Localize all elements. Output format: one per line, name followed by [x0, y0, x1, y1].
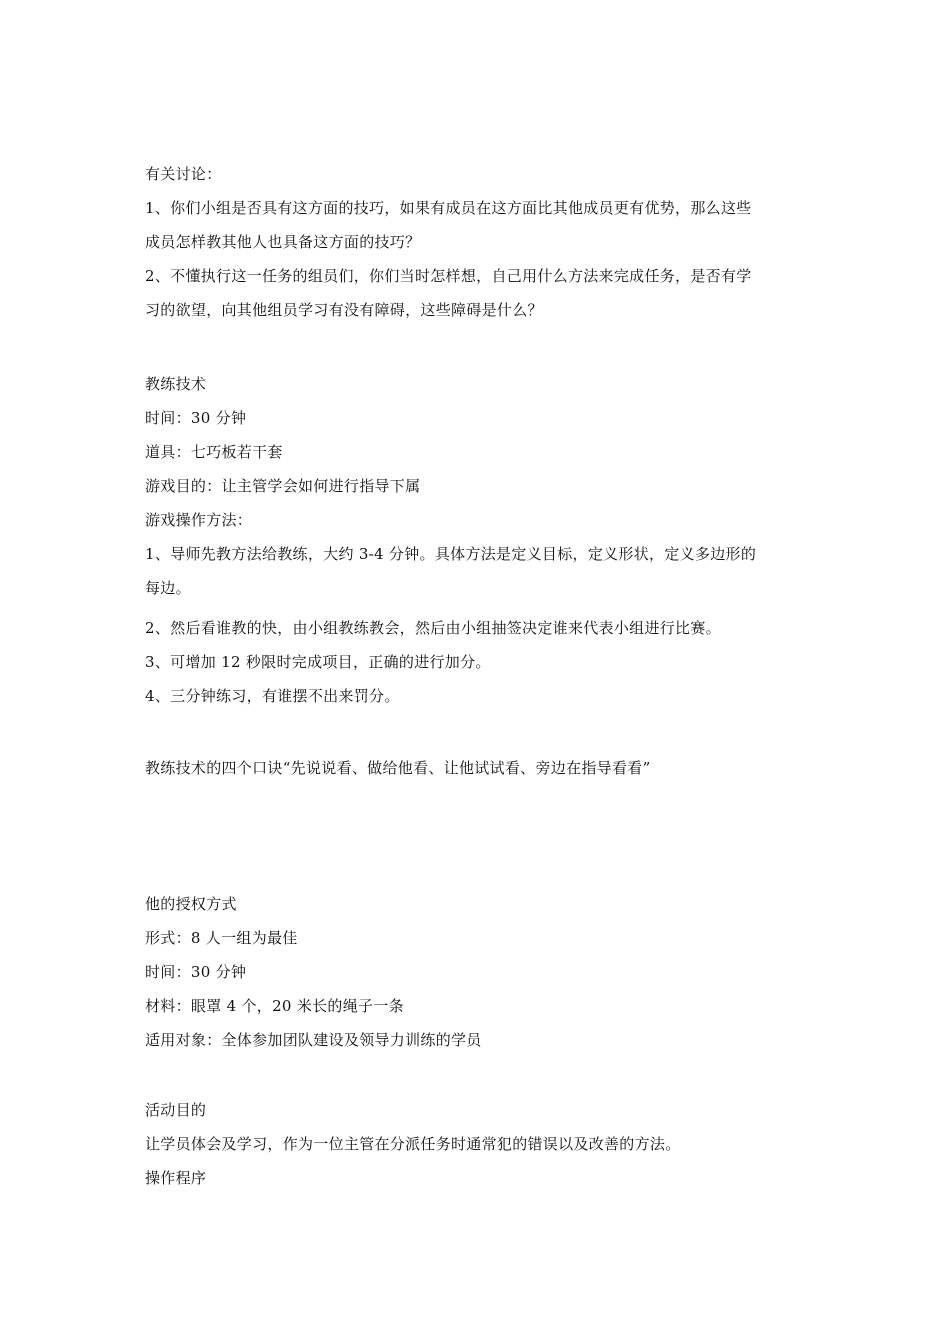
coaching-props: 道具：七巧板若干套	[145, 443, 283, 461]
coaching-mantra: 教练技术的四个口诀“先说说看、做给他看、让他试试看、旁边在指导看看”	[145, 759, 651, 777]
coaching-method-heading: 游戏操作方法：	[145, 511, 253, 529]
coaching-step-4: 4、三分钟练习，有谁摆不出来罚分。	[145, 687, 400, 705]
discussion-heading: 有关讨论：	[145, 165, 222, 183]
delegation-materials: 材料：眼罩 4 个，20 米长的绳子一条	[145, 997, 404, 1015]
coaching-step-3: 3、可增加 12 秒限时完成项目，正确的进行加分。	[145, 653, 491, 671]
coaching-step-1-line-2: 每边。	[145, 579, 191, 597]
delegation-format: 形式：8 人一组为最佳	[145, 929, 298, 947]
coaching-step-2: 2、然后看谁教的快，由小组教练教会，然后由小组抽签决定谁来代表小组进行比赛。	[145, 619, 721, 637]
delegation-title: 他的授权方式	[145, 895, 237, 913]
coaching-goal: 游戏目的：让主管学会如何进行指导下属	[145, 477, 421, 495]
delegation-purpose-heading: 活动目的	[145, 1101, 207, 1119]
coaching-title: 教练技术	[145, 375, 207, 393]
discussion-question-1-line-2: 成员怎样教其他人也具备这方面的技巧？	[145, 233, 421, 251]
delegation-procedure-heading: 操作程序	[145, 1169, 207, 1187]
discussion-question-1-line-1: 1、你们小组是否具有这方面的技巧，如果有成员在这方面比其他成员更有优势，那么这些	[145, 199, 752, 217]
coaching-time: 时间：30 分钟	[145, 409, 247, 427]
delegation-audience: 适用对象：全体参加团队建设及领导力训练的学员	[145, 1031, 482, 1049]
delegation-time: 时间：30 分钟	[145, 963, 247, 981]
delegation-purpose: 让学员体会及学习，作为一位主管在分派任务时通常犯的错误以及改善的方法。	[145, 1135, 681, 1153]
discussion-question-2-line-1: 2、不懂执行这一任务的组员们，你们当时怎样想，自己用什么方法来完成任务，是否有学	[145, 267, 752, 285]
coaching-step-1-line-1: 1、导师先教方法给教练，大约 3-4 分钟。具体方法是定义目标，定义形状，定义多边形的	[145, 545, 757, 563]
discussion-question-2-line-2: 习的欲望，向其他组员学习有没有障碍，这些障碍是什么？	[145, 301, 543, 319]
